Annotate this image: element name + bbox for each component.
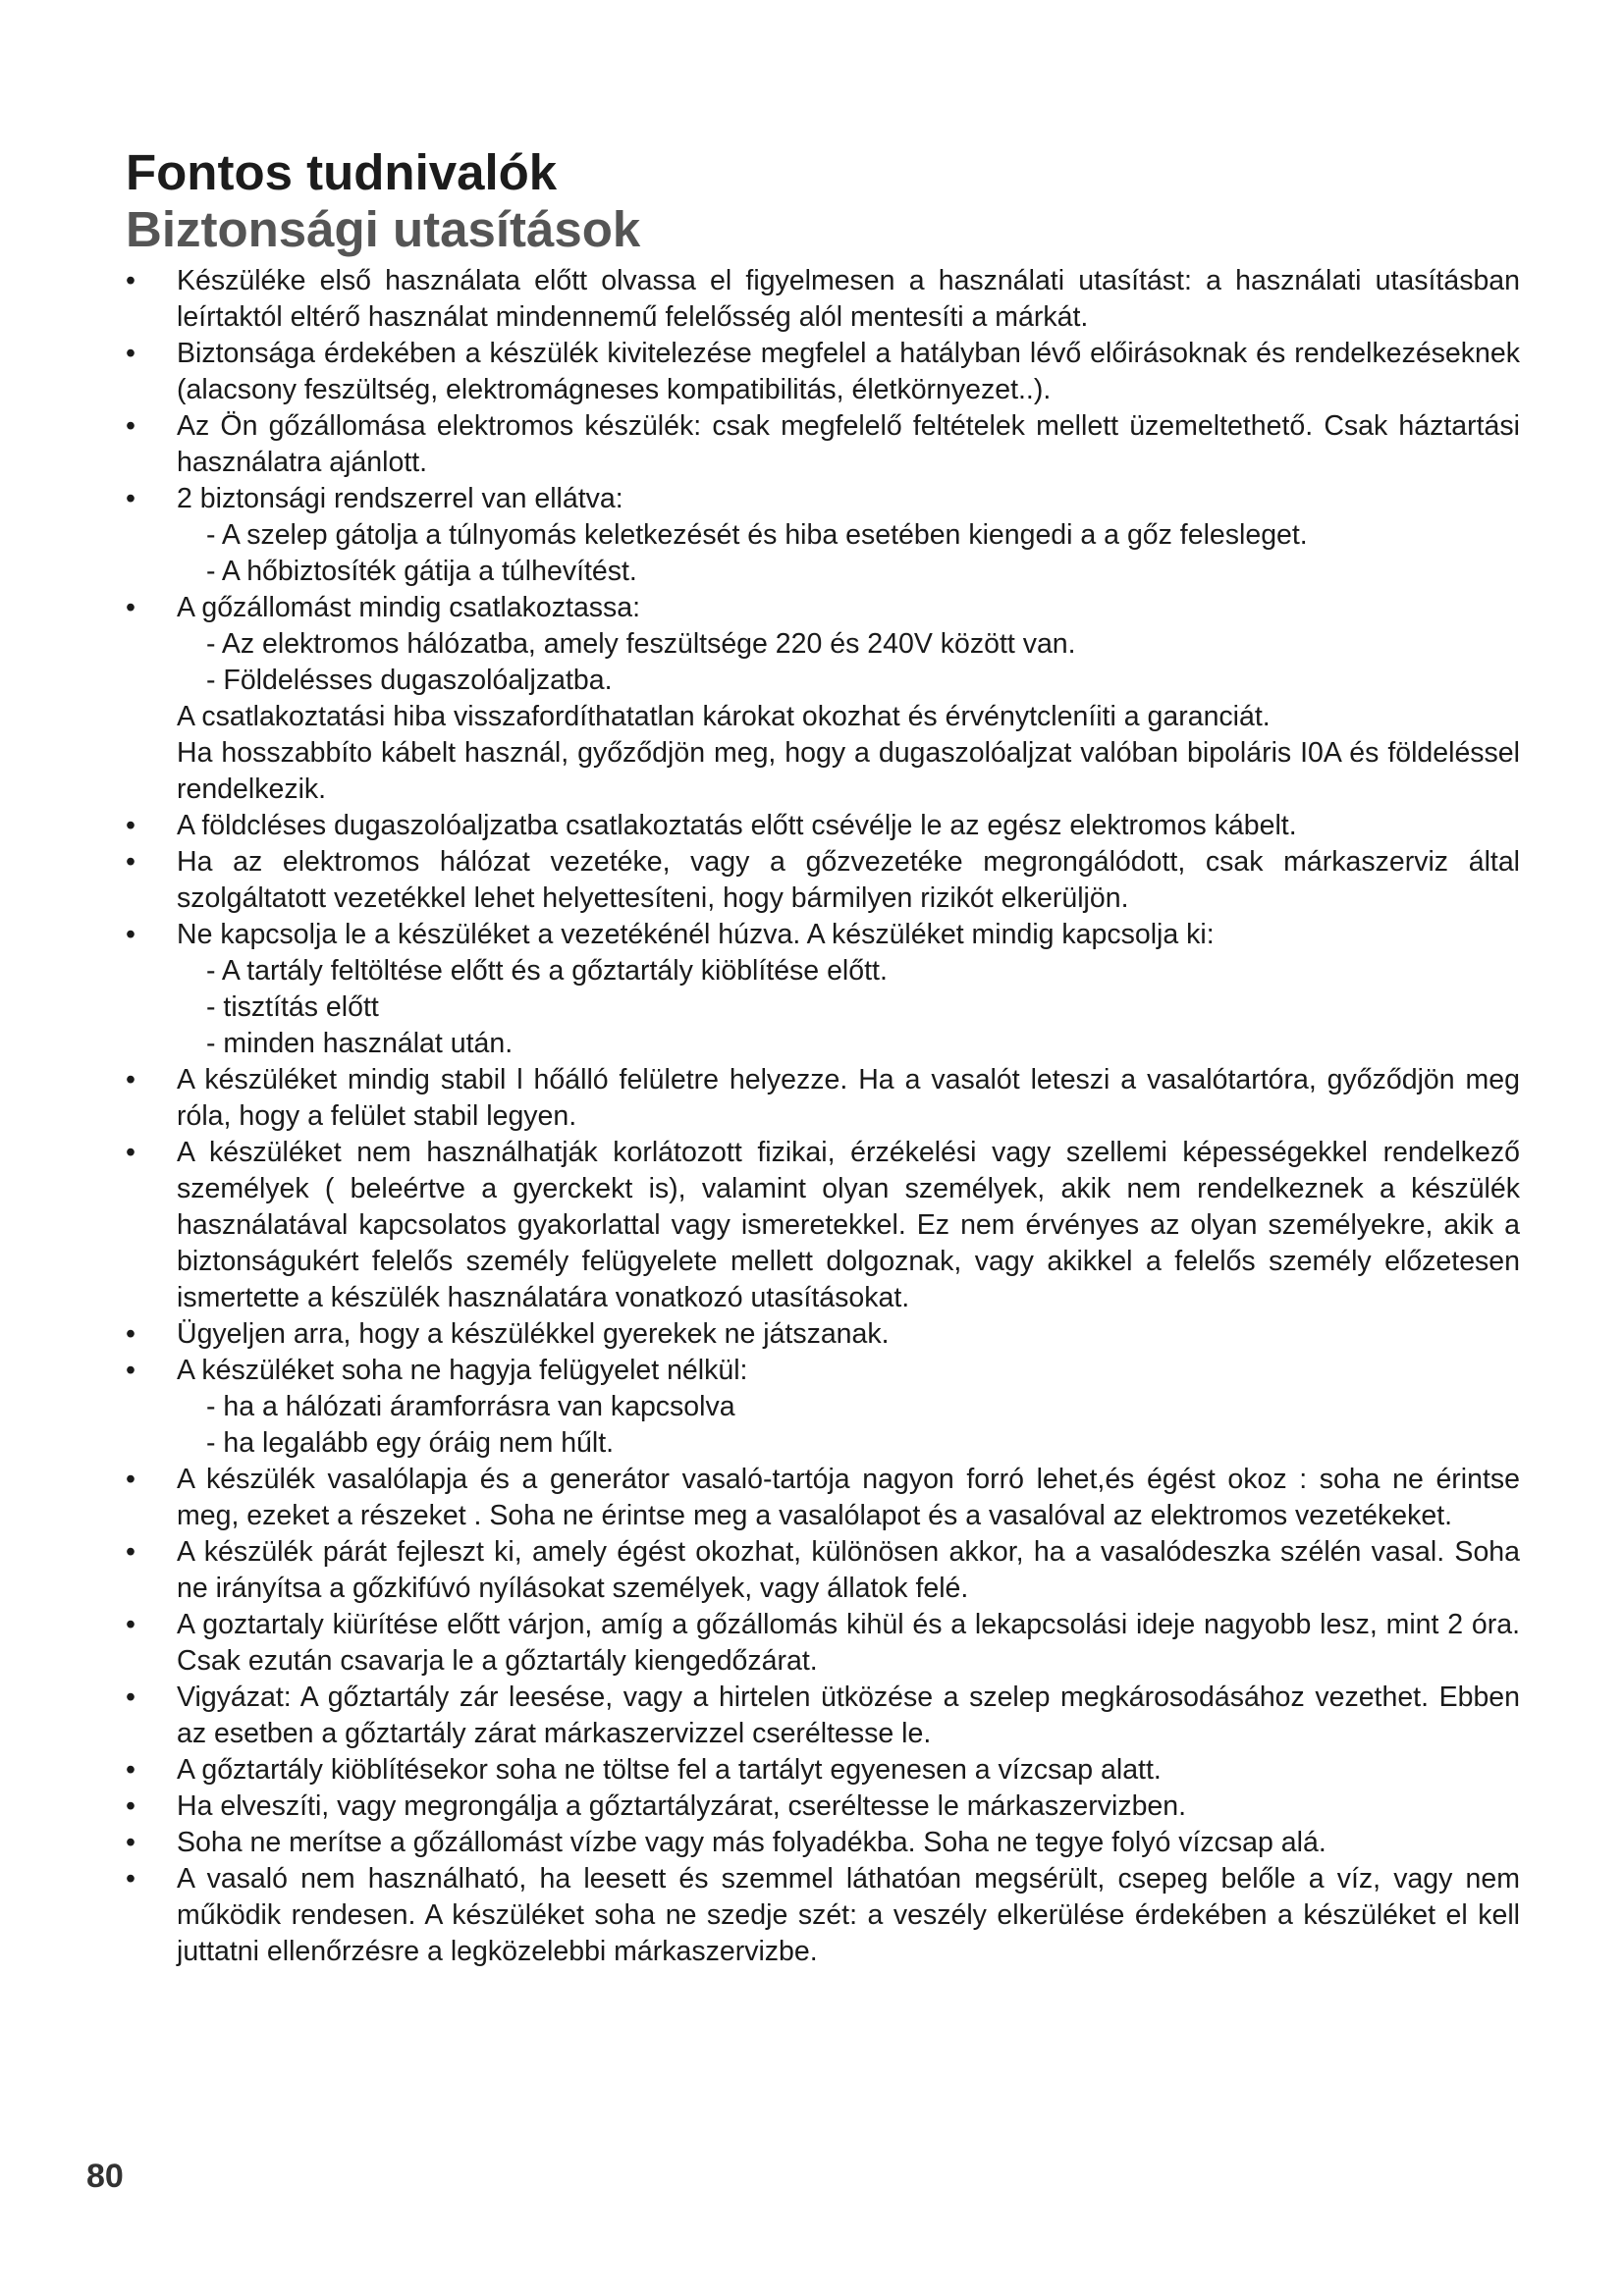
- list-item: [126, 844, 1520, 917]
- list-item: [126, 1607, 1520, 1680]
- page-number: 80: [86, 2158, 124, 2195]
- list-item: [126, 408, 1520, 481]
- list-item: [126, 808, 1520, 844]
- bullet-point: •: [126, 1827, 135, 1858]
- list-item: [126, 1825, 1520, 1861]
- list-item: [126, 1062, 1520, 1135]
- sub-item: - tisztítás előtt: [206, 991, 379, 1023]
- list-item: [126, 1534, 1520, 1607]
- bullet-point: •: [126, 1609, 135, 1640]
- bullet-point: •: [126, 1318, 135, 1350]
- list-item-text: A készüléket nem használhatják korlátozott fizikai, érzékelési vagy szellemi képességekkel rendelkező személyek ( beleértve a gyerckekt is), valamint olyan személyek, akik nem rendelkeznek a készülék használatával kapcsolatos gyakorlattal vagy ismeretekkel. Ez nem érvényes az olyan személyekre, akik a biztonságukért felelős személy felügyelete mellett dolgoznak, vagy akikkel a felelős személy előzetesen ismertette a készülék használatára vonatkozó utasításokat.: [177, 1137, 1520, 1313]
- bullet-point: •: [126, 1137, 135, 1168]
- list-item-text: A goztartaly kiürítése előtt várjon, amíg a gőzállomás kihül és a lekapcsolási ideje nagyobb lesz, mint 2 óra. Csak ezután csavarja le a gőztartály kiengedőzárat.: [177, 1609, 1520, 1677]
- bullet-point: •: [126, 1754, 135, 1786]
- bullet-point: •: [126, 846, 135, 878]
- list-item-text: Az Ön gőzállomása elektromos készülék: csak megfelelő feltételek mellett üzemeltethető. Csak háztartási használatra ajánlott.: [177, 410, 1520, 478]
- list-item: [126, 1353, 1520, 1462]
- sub-item: - A szelep gátolja a túlnyomás keletkezését és hiba esetében kiengedi a a gőz felesleget.: [206, 519, 1308, 551]
- bullet-point: •: [126, 592, 135, 623]
- list-item-text: Soha ne merítse a gőzállomást vízbe vagy más folyadékba. Soha ne tegye folyó vízcsap alá.: [177, 1827, 1326, 1858]
- sub-item: - Az elektromos hálózatba, amely feszültsége 220 és 240V között van.: [206, 628, 1076, 660]
- list-item-text: A gőztartály kiöblítésekor soha ne töltse fel a tartályt egyenesen a vízcsap alatt.: [177, 1754, 1162, 1786]
- list-item-text: Ha az elektromos hálózat vezetéke, vagy a gőzvezetéke megrongálódott, csak márkaszerviz által szolgáltatott vezetékkel lehet helyettesíteni, hogy bármilyen rizikót elkerüljön.: [177, 846, 1520, 914]
- bullet-point: •: [126, 1790, 135, 1822]
- list-item: [126, 1316, 1520, 1353]
- list-item-text: A készüléket soha ne hagyja felügyelet nélkül:: [177, 1355, 748, 1386]
- bullet-point: •: [126, 919, 135, 950]
- sub-item: - A tartály feltöltése előtt és a gőztartály kiöblítése előtt.: [206, 955, 888, 987]
- note-text: A csatlakoztatási hiba visszafordíthatatlan károkat okozhat és érvénytcleníiti a garanciát.: [177, 701, 1271, 732]
- list-item-text: Ügyeljen arra, hogy a készülékkel gyerekek ne játszanak.: [177, 1318, 890, 1350]
- sub-item: - minden használat után.: [206, 1028, 514, 1059]
- list-item-text: A gőzállomást mindig csatlakoztassa:: [177, 592, 641, 623]
- bullet-point: •: [126, 483, 135, 514]
- list-item-text: A vasaló nem használható, ha leesett és szemmel láthatóan megsérült, csepeg belőle a víz, vagy nem működik rendesen. A készüléket soha ne szedje szét: a veszély elkerülése érdekében a készüléket el kell juttatni ellenőrzésre a legközelebbi márkaszervizbe.: [177, 1863, 1520, 1967]
- sub-item: - ha legalább egy óráig nem hűlt.: [206, 1427, 615, 1459]
- list-item: [126, 1789, 1520, 1825]
- list-item-text: A készülék vasalólapja és a generátor vasaló-tartója nagyon forró lehet,és égést okoz : soha ne érintse meg, ezeket a részeket . Soha ne érintse meg a vasalólapot és a vasalóval az elektromos vezetékeket.: [177, 1464, 1520, 1531]
- list-item: [126, 590, 1520, 808]
- bullet-point: •: [126, 265, 135, 296]
- list-item-text: 2 biztonsági rendszerrel van ellátva:: [177, 483, 623, 514]
- list-item-text: Ha elveszíti, vagy megrongálja a gőztartályzárat, cseréltesse le márkaszervizben.: [177, 1790, 1187, 1822]
- sub-item: - Földelésses dugaszolóaljzatba.: [206, 665, 613, 696]
- list-item: [126, 263, 1520, 336]
- list-item: [126, 481, 1520, 590]
- list-item-text: A készüléket mindig stabil l hőálló felületre helyezze. Ha a vasalót leteszi a vasalótartóra, győződjön meg róla, hogy a felület stabil legyen.: [177, 1064, 1520, 1132]
- bullet-point: •: [126, 1536, 135, 1568]
- list-item-text: A földcléses dugaszolóaljzatba csatlakoztatás előtt csévélje le az egész elektromos kábelt.: [177, 810, 1297, 841]
- bullet-point: •: [126, 1682, 135, 1713]
- sub-item: - A hőbiztosíték gátija a túlhevítést.: [206, 556, 637, 587]
- page-title: Fontos tudnivalók: [126, 144, 558, 200]
- bullet-point: •: [126, 338, 135, 369]
- bullet-point: •: [126, 1355, 135, 1386]
- bullet-point: •: [126, 1863, 135, 1895]
- list-item: [126, 1752, 1520, 1789]
- list-item: [126, 1680, 1520, 1752]
- bullet-point: •: [126, 810, 135, 841]
- list-item: [126, 917, 1520, 1062]
- list-item: [126, 1462, 1520, 1534]
- list-item-text: Biztonsága érdekében a készülék kivitelezése megfelel a hatályban lévő előirásoknak és rendelkezéseknek (alacsony feszültség, elektromágneses kompatibilitás, életkörnyezet..).: [177, 338, 1520, 405]
- bullet-point: •: [126, 1064, 135, 1095]
- list-item-text: Készüléke első használata előtt olvassa el figyelmesen a használati utasítást: a használati utasításban leírtaktól eltérő használat mindennemű felelősség alól mentesíti a márkát.: [177, 265, 1520, 333]
- bullet-point: •: [126, 1464, 135, 1495]
- safety-instructions-list: [126, 263, 1520, 1970]
- list-item-text: Ne kapcsolja le a készüléket a vezetékénél húzva. A készüléket mindig kapcsolja ki:: [177, 919, 1215, 950]
- sub-item: - ha a hálózati áramforrásra van kapcsolva: [206, 1391, 735, 1422]
- list-item-text: A készülék párát fejleszt ki, amely égést okozhat, különösen akkor, ha a vasalódeszka szélén vasal. Soha ne irányítsa a gőzkifúvó nyílásokat személyek, vagy állatok felé.: [177, 1536, 1520, 1604]
- list-item-text: Vigyázat: A gőztartály zár leesése, vagy a hirtelen ütközése a szelep megkárosodásához vezethet. Ebben az esetben a gőztartály zárat márkaszervizzel cseréltesse le.: [177, 1682, 1520, 1749]
- list-item: [126, 336, 1520, 408]
- bullet-point: •: [126, 410, 135, 442]
- note-text: Ha hosszabbíto kábelt használ, győződjön meg, hogy a dugaszolóaljzat valóban bipoláris I0A és földeléssel rendelkezik.: [177, 737, 1520, 805]
- section-title: Biztonsági utasítások: [126, 201, 641, 257]
- list-item: [126, 1861, 1520, 1970]
- list-item: [126, 1135, 1520, 1316]
